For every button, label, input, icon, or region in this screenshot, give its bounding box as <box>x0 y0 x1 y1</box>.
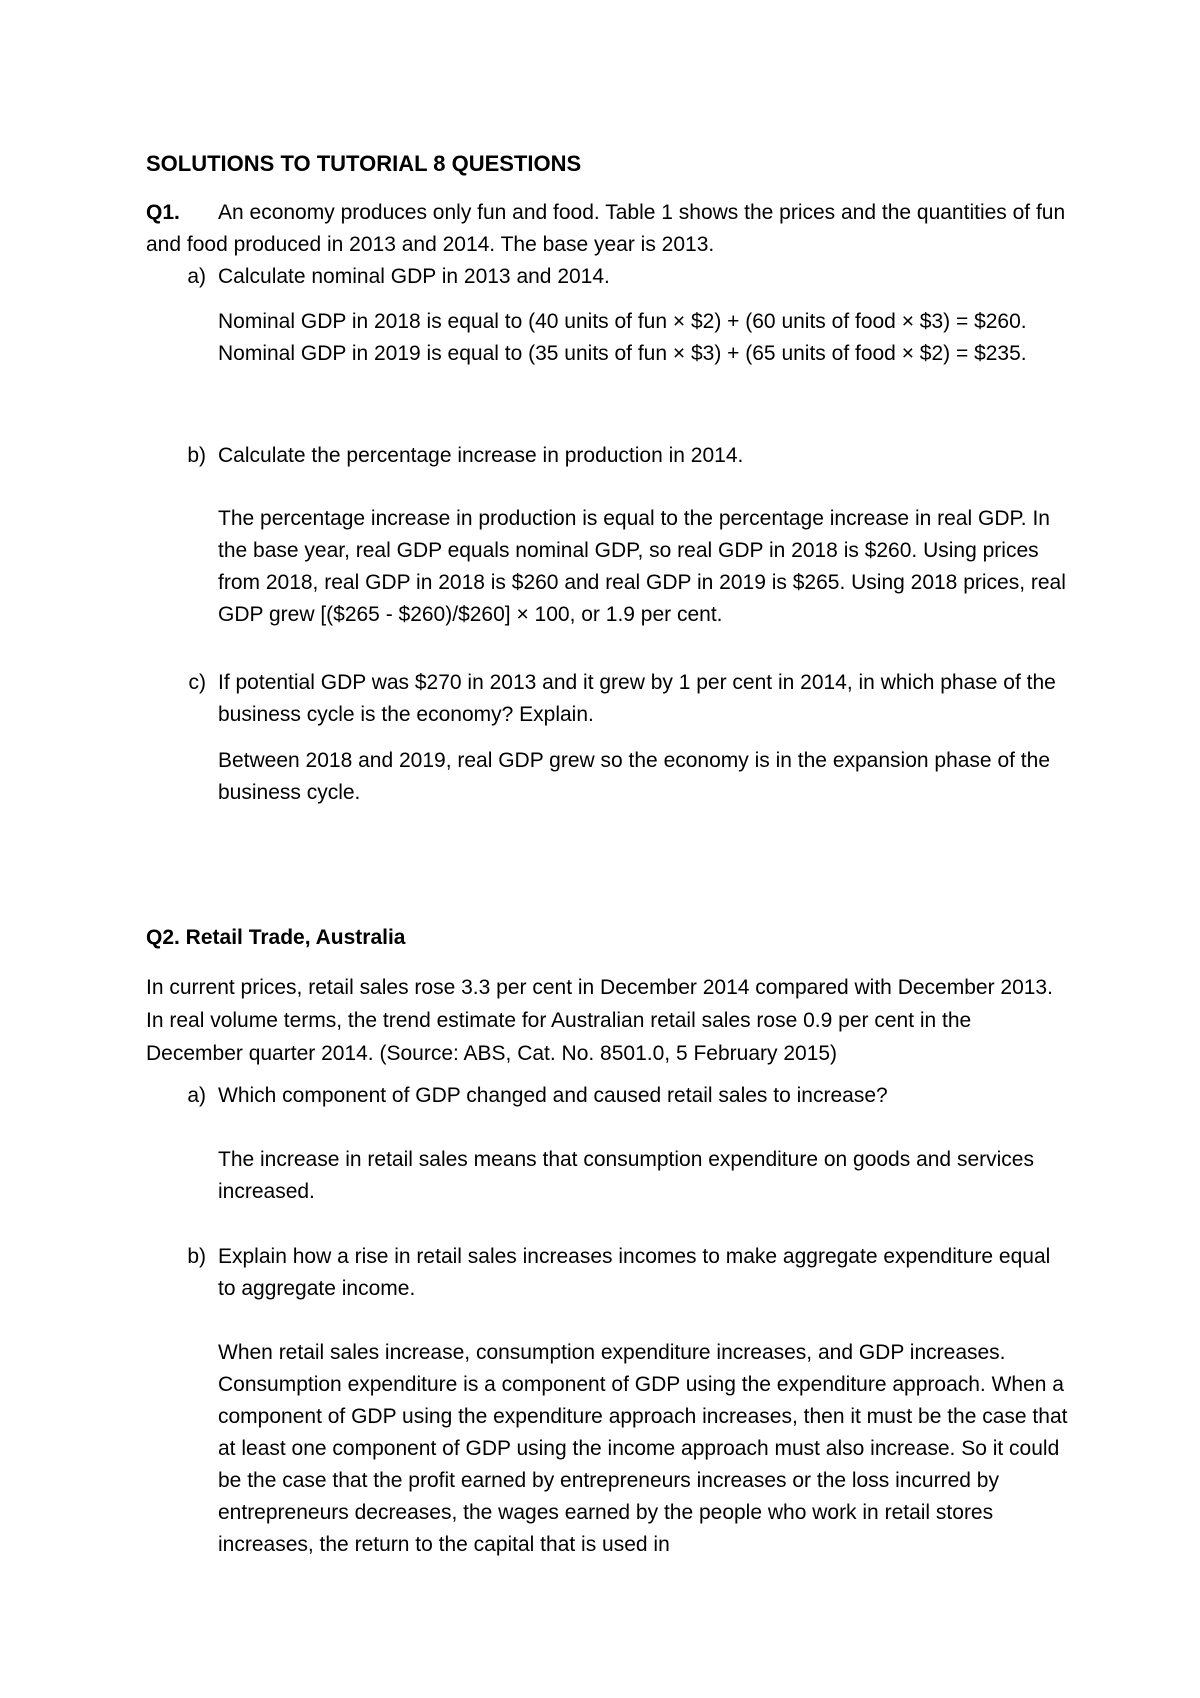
q1-a-label: a) <box>187 265 206 288</box>
q1-text <box>146 197 1066 261</box>
q2-a-answer: The increase in retail sales means that consumption expenditure on goods and services increased. <box>218 1148 1034 1203</box>
q2-intro: In current prices, retail sales rose 3.3 per cent in December 2014 compared with December 2013. In real volume terms, the trend estimate for Australian retail sales rose 0.9 per cent in the December quarter 2014. (Source: ABS, Cat. No. 8501.0, 5 February 2015) <box>146 976 1053 1065</box>
page-title: SOLUTIONS TO TUTORIAL 8 QUESTIONS <box>146 151 582 176</box>
q1-c-label: c) <box>188 671 206 694</box>
q1-a-answer: Nominal GDP in 2018 is equal to (40 units of fun × $2) + (60 units of food × $3) = $260. Nominal GDP in 2019 is equal to (35 units of fun × $3) + (65 units of food × $2) = $235. <box>218 310 1027 365</box>
q1-b-answer: The percentage increase in production is equal to the percentage increase in real GDP. In the base year, real GDP equals nominal GDP, so real GDP in 2018 is $260. Using prices from 2018, real GDP in 2018 is $260 and real GDP in 2019 is $265. Using 2018 prices, real GDP grew [($265 - $260)/$260] × 100, or 1.9 per cent. <box>218 507 1066 626</box>
q2-a-question: Which component of GDP changed and caused retail sales to increase? <box>218 1084 888 1107</box>
q1-body: An economy produces only fun and food. Table 1 shows the prices and the quantities of fun and food produced in 2013 and 2014. The base year is 2013. <box>146 201 1066 256</box>
q1-number: Q1. <box>146 201 180 224</box>
q2-b-label: b) <box>187 1245 206 1268</box>
q1-c-question: If potential GDP was $270 in 2013 and it grew by 1 per cent in 2014, in which phase of the business cycle is the economy? Explain. <box>218 671 1056 726</box>
q1-a-question: Calculate nominal GDP in 2013 and 2014. <box>218 265 610 288</box>
q2-a-label: a) <box>187 1084 206 1107</box>
q1-c-answer: Between 2018 and 2019, real GDP grew so the economy is in the expansion phase of the business cycle. <box>218 749 1050 804</box>
q2-b-answer: When retail sales increase, consumption expenditure increases, and GDP increases. Consumption expenditure is a component of GDP using the expenditure approach. When a component of GDP using the expenditure approach increases, then it must be the case that at least one component of GDP using the income approach must also increase. So it could be the case that the profit earned by entrepreneurs increases or the loss incurred by entrepreneurs decreases, the wages earned by the people who work in retail stores increases, the return to the capital that is used in <box>218 1341 1068 1556</box>
q2-b-question: Explain how a rise in retail sales increases incomes to make aggregate expenditure equal to aggregate income. <box>218 1245 1051 1300</box>
q1-b-question: Calculate the percentage increase in production in 2014. <box>218 444 744 467</box>
q2-title: Q2. Retail Trade, Australia <box>146 926 406 949</box>
q1-b-label: b) <box>187 444 206 467</box>
